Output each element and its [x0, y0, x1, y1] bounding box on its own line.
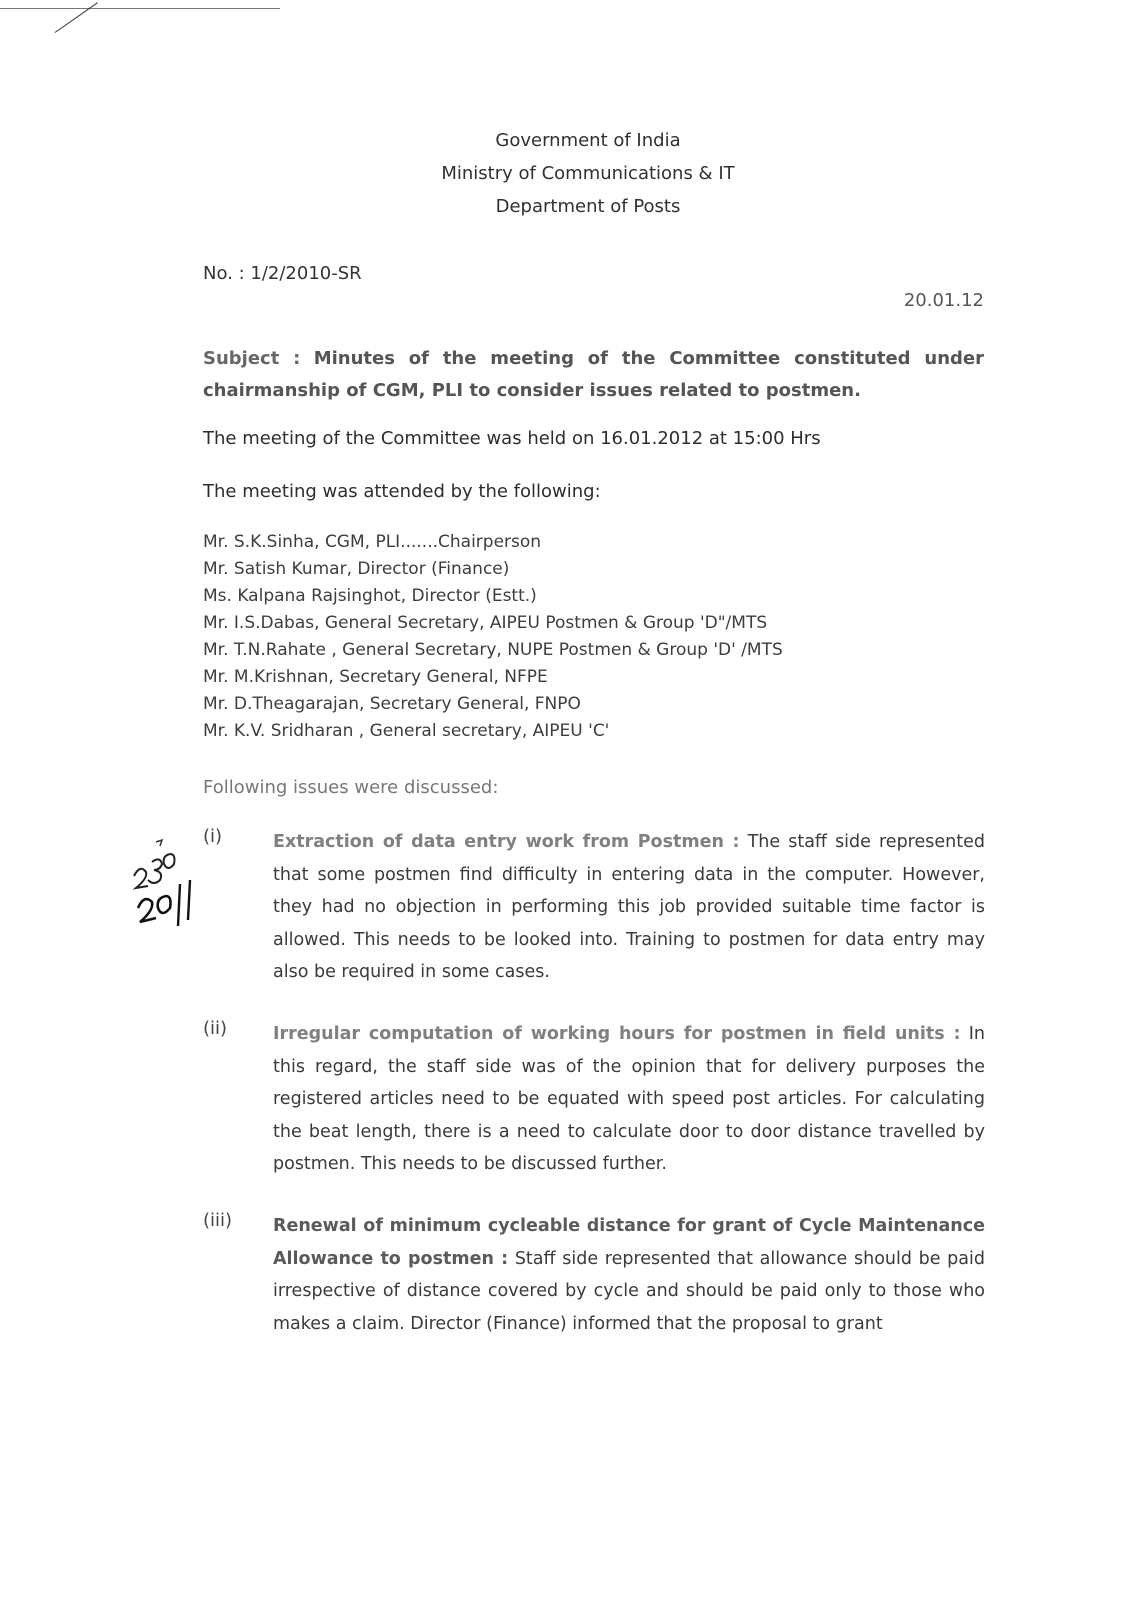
- subject-line: [203, 343, 984, 407]
- issue-body: In this regard, the staff side was of the opinion that for delivery purposes the registered articles need to be equated with speed post articles. For calculating the beat length, there is a need to calculate door to door distance travelled by postmen. This needs to be discussed further.: [273, 1024, 985, 1174]
- attendee-item: Mr. S.K.Sinha, CGM, PLI.......Chairperson: [203, 532, 542, 552]
- attendance-intro: The meeting was attended by the following:: [203, 481, 601, 502]
- attendee-item: Mr. K.V. Sridharan , General secretary, AIPEU 'C': [203, 721, 610, 741]
- header-department: Department of Posts: [495, 196, 681, 217]
- issue-body: The staff side represented that some postmen find difficulty in entering data in the computer. However, they had no objection in performing this job provided suitable time factor is allowed. This needs to be looked into. Training to postmen for data entry may also be required in some cases.: [273, 832, 985, 982]
- handwritten-annotation: [128, 838, 198, 938]
- attendee-item: Mr. M.Krishnan, Secretary General, NFPE: [203, 667, 548, 687]
- issue-number: (iii): [203, 1210, 233, 1231]
- scan-artifact-slash: [55, 2, 98, 33]
- issue-text: [273, 826, 985, 989]
- attendee-item: Mr. D.Theagarajan, Secretary General, FNPO: [203, 694, 581, 714]
- document-date: 20.01.12: [903, 290, 984, 311]
- issue-text: [273, 1018, 985, 1181]
- issue-heading: Irregular computation of working hours for postmen in field units :: [273, 1024, 961, 1044]
- issue-number: (ii): [203, 1018, 228, 1039]
- issue-heading: Extraction of data entry work from Postmen :: [273, 832, 740, 852]
- issue-heading: Renewal of minimum cycleable distance for grant of Cycle Maintenance Allowance to postmen :: [273, 1216, 985, 1269]
- scan-artifact-line: [0, 8, 280, 9]
- issue-text: [273, 1210, 985, 1340]
- issue-number: (i): [203, 826, 223, 847]
- attendee-item: Mr. T.N.Rahate , General Secretary, NUPE Postmen & Group 'D' /MTS: [203, 640, 783, 660]
- header-government: Government of India: [495, 130, 681, 151]
- meeting-held-paragraph: The meeting of the Committee was held on 16.01.2012 at 15:00 Hrs: [203, 428, 821, 449]
- attendee-list: [203, 529, 783, 745]
- header-ministry: Ministry of Communications & IT: [441, 163, 735, 184]
- attendee-item: Mr. I.S.Dabas, General Secretary, AIPEU Postmen & Group 'D"/MTS: [203, 613, 768, 633]
- issues-intro: Following issues were discussed:: [203, 777, 499, 798]
- attendee-item: Ms. Kalpana Rajsinghot, Director (Estt.): [203, 586, 537, 606]
- reference-number: No. : 1/2/2010-SR: [203, 263, 362, 284]
- subject-label: Subject :: [203, 348, 301, 369]
- issue-body: Staff side represented that allowance should be paid irrespective of distance covered by cycle and should be paid only to those who makes a claim. Director (Finance) informed that the proposal to grant: [273, 1248, 985, 1334]
- attendee-item: Mr. Satish Kumar, Director (Finance): [203, 559, 510, 579]
- subject-text: Minutes of the meeting of the Committee constituted under chairmanship of CGM, PLI to consider issues related to postmen.: [203, 348, 984, 401]
